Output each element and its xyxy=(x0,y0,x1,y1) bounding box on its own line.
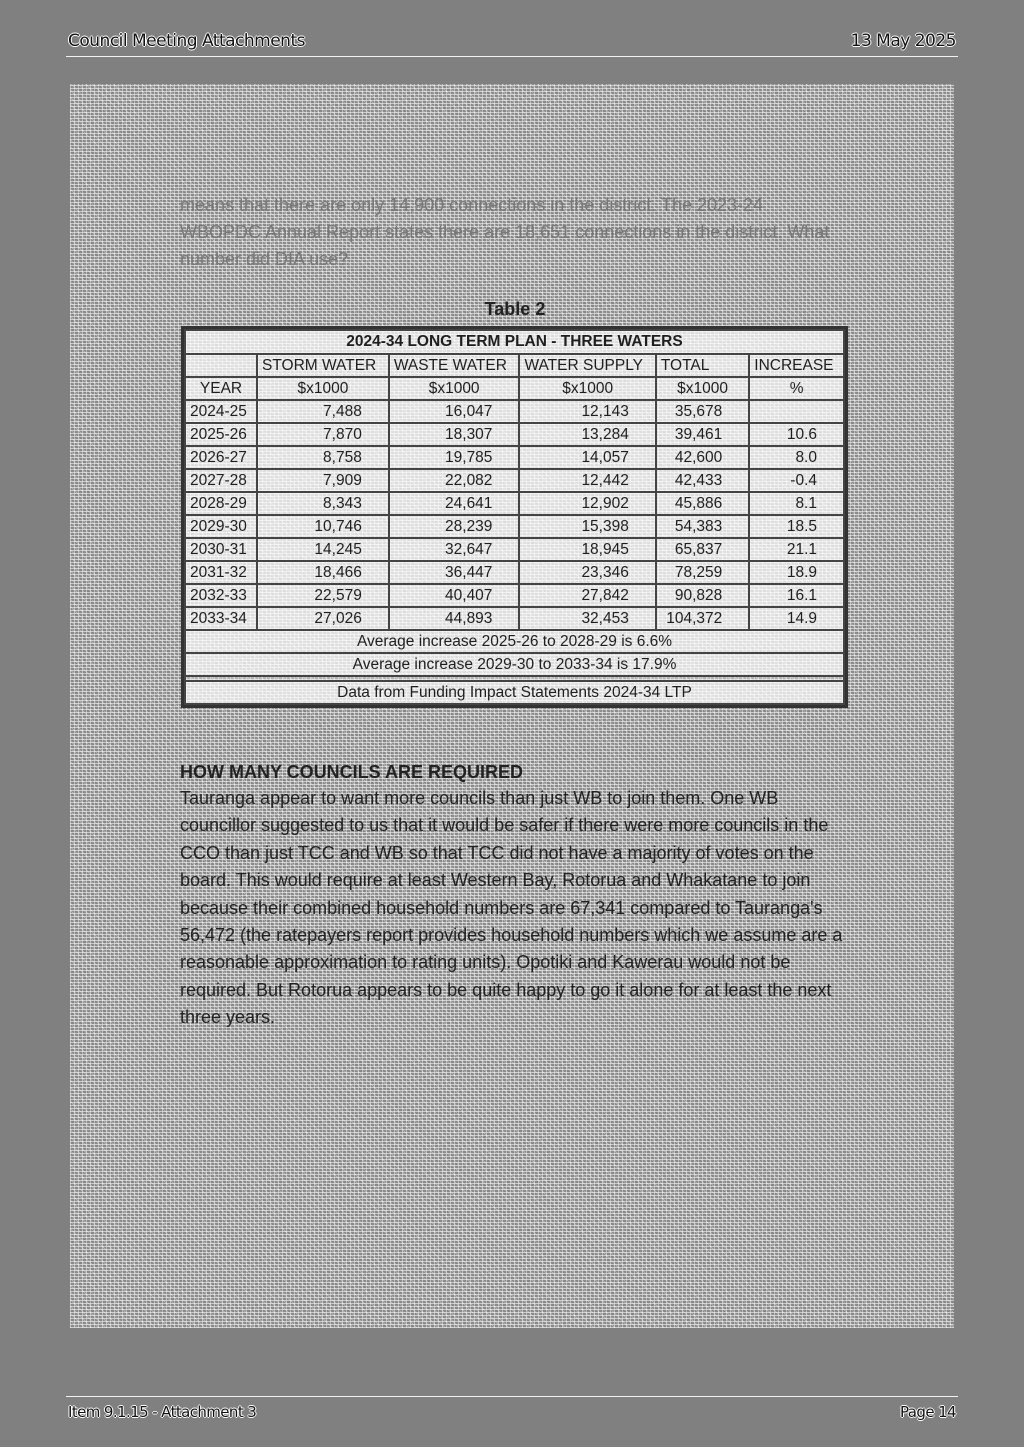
table-caption: Table 2 xyxy=(484,299,546,319)
cell-total: 65,837 xyxy=(656,538,749,561)
cell-increase: 8.1 xyxy=(749,492,844,515)
header-year xyxy=(185,354,257,377)
cell-waste-water: 44,893 xyxy=(389,607,520,630)
cell-waste-water: 36,447 xyxy=(389,561,520,584)
cell-water-supply: 13,284 xyxy=(519,423,655,446)
unit-year: YEAR xyxy=(185,377,257,400)
cell-total: 35,678 xyxy=(656,400,749,423)
cell-total: 42,600 xyxy=(656,446,749,469)
footer-page-number: Page 14 xyxy=(900,1403,956,1421)
cell-water-supply: 14,057 xyxy=(519,446,655,469)
cell-water-supply: 27,842 xyxy=(519,584,655,607)
table-note-row xyxy=(185,630,844,653)
cell-increase: 18.9 xyxy=(749,561,844,584)
note-data-source: Data from Funding Impact Statements 2024-34 LTP xyxy=(185,681,844,704)
cell-waste-water: 24,641 xyxy=(389,492,520,515)
cell-total: 104,372 xyxy=(656,607,749,630)
unit-total: $x1000 xyxy=(656,377,749,400)
councils-section xyxy=(180,759,845,1032)
header-waste-water: WASTE WATER xyxy=(389,354,520,377)
cell-year: 2028-29 xyxy=(185,492,257,515)
cell-year: 2030-31 xyxy=(185,538,257,561)
cell-total: 78,259 xyxy=(656,561,749,584)
cell-year: 2025-26 xyxy=(185,423,257,446)
cell-increase: 10.6 xyxy=(749,423,844,446)
table-row xyxy=(185,561,844,584)
table-row xyxy=(185,607,844,630)
cell-waste-water: 19,785 xyxy=(389,446,520,469)
section-body: Tauranga appear to want more councils than just WB to join them. One WB councillor suggested to us that it would be safer if there were more councils in the CCO than just TCC and WB so that TCC did not have a majority of votes on the board. This would require at least Western Bay, Rotorua and Whakatane to join because their combined household numbers are 67,341 compared to Tauranga's 56,472 (the ratepayers report provides household numbers which we assume are a reasonable approximation to rating units). Opotiki and Kawerau would not be required. But Rotorua appears to be quite happy to go it alone for at least the next three years. xyxy=(180,788,843,1028)
cell-increase: 8.0 xyxy=(749,446,844,469)
cell-storm-water: 8,343 xyxy=(257,492,389,515)
header-water-supply: WATER SUPPLY xyxy=(519,354,655,377)
cell-waste-water: 18,307 xyxy=(389,423,520,446)
cell-year: 2032-33 xyxy=(185,584,257,607)
table-note-row xyxy=(185,681,844,704)
unit-water-supply: $x1000 xyxy=(519,377,655,400)
cell-storm-water: 27,026 xyxy=(257,607,389,630)
cell-storm-water: 10,746 xyxy=(257,515,389,538)
table-title: 2024-34 LONG TERM PLAN - THREE WATERS xyxy=(185,330,844,354)
cell-waste-water: 16,047 xyxy=(389,400,520,423)
cell-waste-water: 40,407 xyxy=(389,584,520,607)
cell-water-supply: 12,143 xyxy=(519,400,655,423)
table-row xyxy=(185,400,844,423)
cell-water-supply: 12,902 xyxy=(519,492,655,515)
cell-storm-water: 14,245 xyxy=(257,538,389,561)
cell-water-supply: 18,945 xyxy=(519,538,655,561)
cell-increase: 14.9 xyxy=(749,607,844,630)
intro-paragraph xyxy=(180,192,840,273)
header-title: Council Meeting Attachments xyxy=(68,31,305,51)
unit-increase: % xyxy=(749,377,844,400)
header-date: 13 May 2025 xyxy=(850,31,956,51)
page-footer xyxy=(68,1400,956,1424)
ltp-table-container xyxy=(181,326,848,708)
cell-storm-water: 22,579 xyxy=(257,584,389,607)
cell-increase xyxy=(749,400,844,423)
cell-total: 90,828 xyxy=(656,584,749,607)
cell-waste-water: 22,082 xyxy=(389,469,520,492)
cell-water-supply: 32,453 xyxy=(519,607,655,630)
cell-waste-water: 32,647 xyxy=(389,538,520,561)
note-average-early: Average increase 2025-26 to 2028-29 is 6.6% xyxy=(185,630,844,653)
cell-storm-water: 7,870 xyxy=(257,423,389,446)
table-title-row xyxy=(185,330,844,354)
cell-total: 45,886 xyxy=(656,492,749,515)
cell-increase: 21.1 xyxy=(749,538,844,561)
cell-storm-water: 7,909 xyxy=(257,469,389,492)
header-divider xyxy=(66,56,958,57)
header-storm-water: STORM WATER xyxy=(257,354,389,377)
page-header xyxy=(68,28,956,54)
cell-year: 2033-34 xyxy=(185,607,257,630)
table-row xyxy=(185,492,844,515)
table-row xyxy=(185,584,844,607)
cell-year: 2031-32 xyxy=(185,561,257,584)
cell-storm-water: 7,488 xyxy=(257,400,389,423)
cell-storm-water: 18,466 xyxy=(257,561,389,584)
cell-year: 2024-25 xyxy=(185,400,257,423)
cell-increase: 16.1 xyxy=(749,584,844,607)
unit-waste-water: $x1000 xyxy=(389,377,520,400)
cell-water-supply: 23,346 xyxy=(519,561,655,584)
intro-text: means that there are only 14,900 connections in the district. The 2023-24 WBOPDC Annual Report states there are 18,651 connections in the district. What number did DIA use? xyxy=(180,195,830,269)
cell-year: 2029-30 xyxy=(185,515,257,538)
table-row xyxy=(185,538,844,561)
section-heading: HOW MANY COUNCILS ARE REQUIRED xyxy=(180,762,524,782)
cell-storm-water: 8,758 xyxy=(257,446,389,469)
header-increase: INCREASE xyxy=(749,354,844,377)
table-header-row xyxy=(185,354,844,377)
table-row xyxy=(185,446,844,469)
table-row xyxy=(185,515,844,538)
cell-total: 54,383 xyxy=(656,515,749,538)
cell-year: 2027-28 xyxy=(185,469,257,492)
note-average-late: Average increase 2029-30 to 2033-34 is 17.9% xyxy=(185,653,844,676)
cell-waste-water: 28,239 xyxy=(389,515,520,538)
cell-total: 39,461 xyxy=(656,423,749,446)
cell-increase: 18.5 xyxy=(749,515,844,538)
cell-increase: -0.4 xyxy=(749,469,844,492)
table-row xyxy=(185,469,844,492)
header-total: TOTAL xyxy=(656,354,749,377)
footer-divider xyxy=(66,1396,958,1397)
table-row xyxy=(185,423,844,446)
cell-water-supply: 12,442 xyxy=(519,469,655,492)
unit-storm-water: $x1000 xyxy=(257,377,389,400)
table-units-row xyxy=(185,377,844,400)
ltp-three-waters-table xyxy=(184,329,845,705)
table-note-row xyxy=(185,653,844,676)
cell-water-supply: 15,398 xyxy=(519,515,655,538)
cell-total: 42,433 xyxy=(656,469,749,492)
cell-year: 2026-27 xyxy=(185,446,257,469)
footer-item: Item 9.1.15 - Attachment 3 xyxy=(68,1403,257,1421)
